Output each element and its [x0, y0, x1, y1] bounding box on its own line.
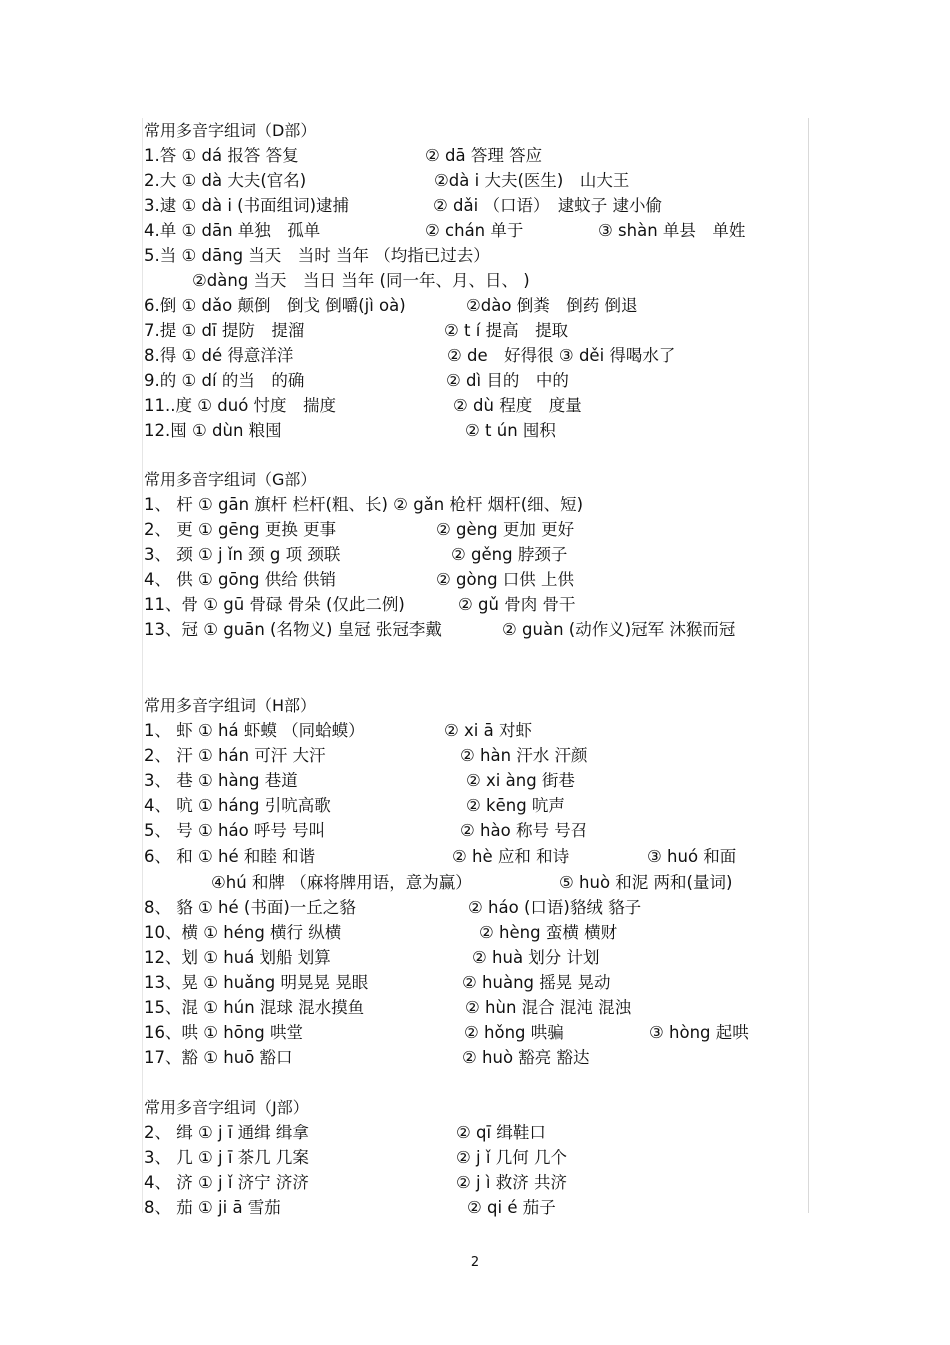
entry-reading-1: 1.答 ① dá 报答 答复: [144, 146, 299, 165]
section-j: [144, 1095, 804, 1220]
entry-reading-2: ② chán 单于: [425, 221, 524, 240]
entry-reading-2: ② dì 目的 中的: [446, 371, 569, 390]
entry-reading-2: ② t ún 囤积: [465, 421, 556, 440]
entry-reading-1: 5、 号 ① háo 呼号 号叫: [144, 821, 326, 840]
page-number: 2: [470, 1255, 480, 1270]
entry-reading-1: 10、横 ① héng 横行 纵横: [144, 923, 342, 942]
entry-reading-2: ②dàng 当天 当日 当年 (同一年、月、日、 ): [192, 271, 530, 290]
entry-reading-2: ② j ì 救济 共济: [456, 1173, 567, 1192]
entry-row: [144, 143, 804, 168]
entry-row: [144, 393, 804, 418]
entry-reading-1: 5.当 ① dāng 当天 当时 当年 （均指已过去）: [144, 246, 490, 265]
entry-reading-1: 15、混 ① hún 混球 混水摸鱼: [144, 998, 365, 1017]
entry-reading-3: ③ shàn 单县 单姓: [598, 221, 746, 240]
entry-row: [144, 1145, 804, 1170]
entry-row: [144, 368, 804, 393]
entry-reading-2: ② guàn (动作义)冠军 沐猴而冠: [502, 620, 736, 639]
entry-row-continued: [144, 870, 804, 895]
entry-reading-2: ② hèng 蛮横 横财: [479, 923, 618, 942]
entry-reading-2: ② gǔ 骨肉 骨干: [458, 595, 576, 614]
entry-reading-2: ② háo (口语)貉绒 貉子: [468, 898, 642, 917]
entry-row: [144, 895, 804, 920]
entry-reading-1: 2、 汗 ① hán 可汗 大汗: [144, 746, 326, 765]
entry-row: [144, 1020, 804, 1045]
entry-reading-4: ④hú 和牌 （麻将牌用语，意为赢）: [211, 873, 472, 892]
entry-reading-1: 9.的 ① dí 的当 的确: [144, 371, 305, 390]
entry-reading-2: ② gèng 更加 更好: [436, 520, 575, 539]
entry-reading-1: 13、冠 ① guān (名物义) 皇冠 张冠李戴: [144, 620, 442, 639]
entry-reading-2: ② hùn 混合 混沌 混浊: [465, 998, 632, 1017]
section-h: [144, 693, 804, 1070]
section-g: [144, 467, 804, 642]
entry-reading-3: ③ hòng 起哄: [649, 1023, 749, 1042]
right-margin-rule: [808, 118, 809, 1213]
entry-row: [144, 318, 804, 343]
entry-reading-2: ② huàng 摇晃 晃动: [462, 973, 611, 992]
entry-reading-2: ② dù 程度 度量: [453, 396, 582, 415]
entry-row: [144, 343, 804, 368]
entry-reading-1: 8、 茄 ① ji ā 雪茄: [144, 1198, 281, 1217]
entry-reading-1: 1、 虾 ① há 虾蟆 （同蛤蟆）: [144, 721, 365, 740]
entry-reading-2: ② xi àng 街巷: [466, 771, 575, 790]
entry-row: [144, 592, 804, 617]
entry-reading-2: ② dǎi （口语） 逮蚊子 逮小偷: [433, 196, 662, 215]
entry-reading-1: 6.倒 ① dǎo 颠倒 倒戈 倒嚼(jì oà): [144, 296, 406, 315]
entry-reading-1: 13、晃 ① huǎng 明晃晃 晃眼: [144, 973, 369, 992]
entry-reading-2: ② hè 应和 和诗: [452, 847, 570, 866]
entry-reading-2: ② t í 提高 提取: [444, 321, 569, 340]
section-title: 常用多音字组词（H部）: [144, 696, 317, 715]
entry-row: [144, 193, 804, 218]
entry-row: [144, 1195, 804, 1220]
entry-reading-1: 4.单 ① dān 单独 孤单: [144, 221, 321, 240]
entry-row: [144, 768, 804, 793]
entry-reading-2: ② hào 称号 号召: [460, 821, 588, 840]
entry-reading-1: 12、划 ① huá 划船 划算: [144, 948, 331, 967]
entry-row: [144, 920, 804, 945]
entry-reading-1: 6、 和 ① hé 和睦 和谐: [144, 847, 316, 866]
entry-row: [144, 995, 804, 1020]
entry-reading-1: 11、骨 ① gū 骨碌 骨朵 (仅此二例): [144, 595, 405, 614]
entry-reading-2: ②dào 倒粪 倒药 倒退: [466, 296, 638, 315]
entry-reading-2: ② xi ā 对虾: [444, 721, 532, 740]
entry-row: [144, 945, 804, 970]
entry-reading-1: 2.大 ① dà 大夫(官名): [144, 171, 307, 190]
entry-reading-2: ② huò 豁亮 豁达: [462, 1048, 590, 1067]
entry-reading-1: 8、 貉 ① hé (书面)一丘之貉: [144, 898, 356, 917]
section-title: 常用多音字组词（G部）: [144, 470, 317, 489]
entry-reading-2: ② gěng 脖颈子: [451, 545, 568, 564]
entry-reading-2: ② hǒng 哄骗: [464, 1023, 564, 1042]
entry-reading-1: 8.得 ① dé 得意洋洋: [144, 346, 294, 365]
section-d: [144, 118, 804, 443]
entry-reading-1: 12.囤 ① dùn 粮囤: [144, 421, 282, 440]
section-title: 常用多音字组词（J部）: [144, 1098, 309, 1117]
entry-row: [144, 818, 804, 843]
entry-row: [144, 218, 804, 243]
entry-reading-2: ② j ǐ 几何 几个: [456, 1148, 567, 1167]
entry-reading-2: ② de 好得很 ③ děi 得喝水了: [447, 346, 676, 365]
entry-row: [144, 293, 804, 318]
section-title: 常用多音字组词（D部）: [144, 121, 317, 140]
entry-row: [144, 1170, 804, 1195]
entry-row: [144, 718, 804, 743]
entry-reading-1: 4、 供 ① gōng 供给 供销: [144, 570, 337, 589]
entry-reading-1: 3.逮 ① dà i (书面组词)逮捕: [144, 196, 350, 215]
entry-row-continued: [144, 268, 804, 293]
entry-reading-2: ② kēng 吭声: [466, 796, 565, 815]
entry-reading-2: ② dā 答理 答应: [425, 146, 543, 165]
entry-reading-1: 7.提 ① dī 提防 提溜: [144, 321, 305, 340]
entry-row: [144, 168, 804, 193]
entry-row: [144, 793, 804, 818]
entry-reading-3: ③ huó 和面: [647, 847, 737, 866]
entry-row: [144, 567, 804, 592]
entry-reading-1: 2、 更 ① gēng 更换 更事: [144, 520, 337, 539]
entry-row: [144, 492, 804, 517]
entry-reading-1: 4、 吭 ① háng 引吭高歌: [144, 796, 331, 815]
entry-reading-1: 4、 济 ① j ǐ 济宁 济济: [144, 1173, 309, 1192]
entry-row: [144, 243, 804, 268]
entry-row: [144, 970, 804, 995]
entry-reading-1: 3、 颈 ① j ǐn 颈 g 项 颈联: [144, 545, 341, 564]
entry-reading-1: 1、 杆 ① gān 旗杆 栏杆(粗、长) ② gǎn 枪杆 烟杆(细、短): [144, 495, 584, 514]
entry-reading-1: 2、 缉 ① j ī 通缉 缉拿: [144, 1123, 309, 1142]
left-margin-rule: [142, 118, 143, 1213]
entry-reading-1: 3、 几 ① j ī 茶几 几案: [144, 1148, 309, 1167]
entry-reading-2: ② huà 划分 计划: [472, 948, 600, 967]
entry-row: [144, 843, 804, 870]
entry-reading-1: 16、哄 ① hōng 哄堂: [144, 1023, 304, 1042]
entry-reading-1: 11..度 ① duó 忖度 揣度: [144, 396, 337, 415]
entry-reading-2: ② gòng 口供 上供: [436, 570, 575, 589]
entry-row: [144, 418, 804, 443]
entry-row: [144, 517, 804, 542]
entry-reading-5: ⑤ huò 和泥 两和(量词): [559, 873, 733, 892]
entry-reading-2: ② hàn 汗水 汗颜: [460, 746, 588, 765]
entry-reading-1: 3、 巷 ① hàng 巷道: [144, 771, 298, 790]
entry-reading-1: 17、豁 ① huō 豁口: [144, 1048, 293, 1067]
entry-reading-2: ② qi é 茄子: [467, 1198, 556, 1217]
entry-row: [144, 1120, 804, 1145]
entry-reading-2: ②dà i 大夫(医生) 山大王: [434, 171, 630, 190]
entry-row: [144, 542, 804, 567]
entry-row: [144, 1045, 804, 1070]
entry-reading-2: ② qī 缉鞋口: [456, 1123, 546, 1142]
entry-row: [144, 743, 804, 768]
entry-row: [144, 617, 804, 642]
